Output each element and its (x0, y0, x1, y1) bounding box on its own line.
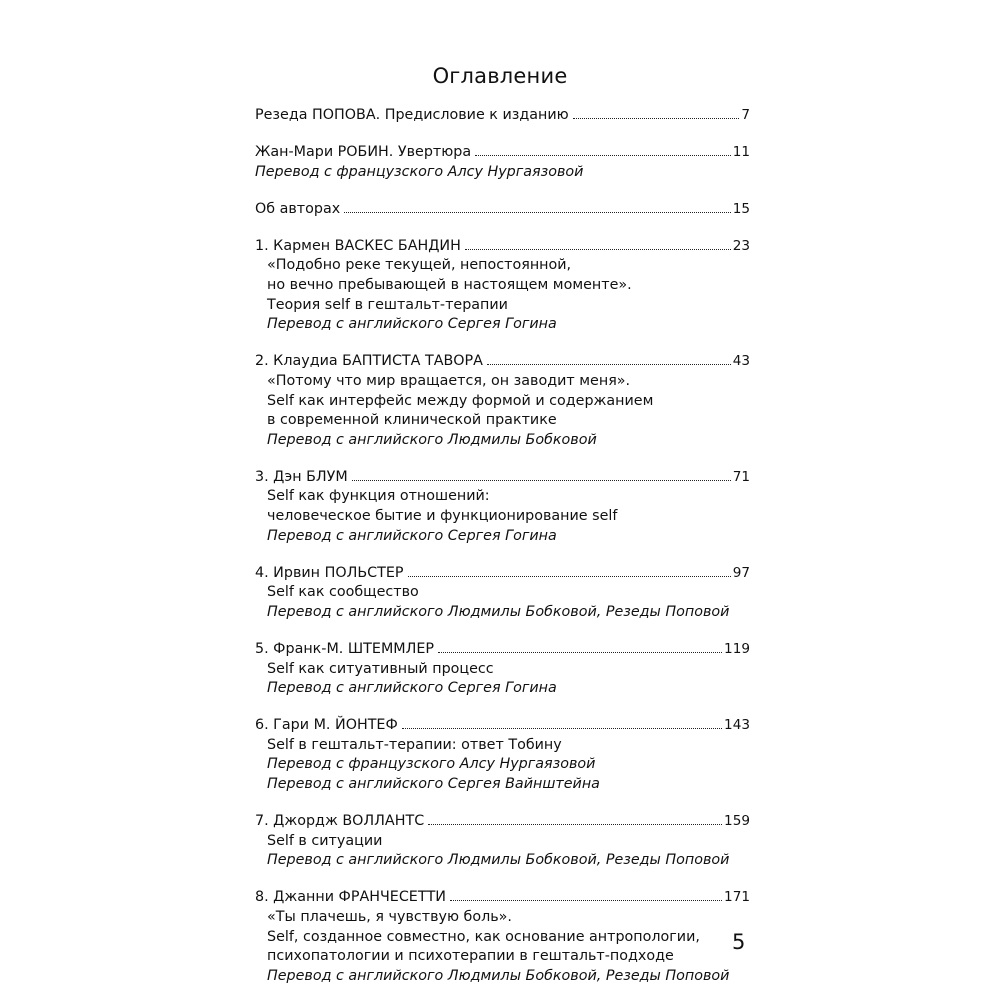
toc-entry-title: 3. Дэн БЛУМ (255, 468, 348, 485)
toc-entry-subtitle: Self в гештальт-терапии: ответ Тобину (267, 736, 562, 753)
toc-entry (255, 888, 750, 986)
toc-entry-translator: Перевод с английского Людмилы Бобковой (267, 431, 597, 448)
toc-entry-page: 119 (724, 640, 750, 657)
page-title: Оглавление (432, 64, 568, 88)
toc-entry (255, 640, 750, 699)
toc-entry-heading (255, 716, 750, 736)
toc-entry-page: 171 (724, 889, 750, 906)
toc-entry-subtitle: психопатологии и психотерапии в гештальт-подходе (267, 948, 674, 965)
dot-leader (344, 212, 731, 213)
toc-entry-subtitle: Self в ситуации (267, 832, 383, 849)
toc-entry-title: Резеда ПОПОВА. Предисловие к изданию (255, 107, 569, 123)
toc-entry-translator: Перевод с французского Алсу Нургаязовой (267, 756, 596, 773)
toc-entry (255, 716, 750, 794)
toc-entry-subtitle: Теория self в гештальт-терапии (267, 296, 508, 313)
dot-leader (438, 652, 722, 653)
toc-entry-heading (255, 352, 750, 372)
toc-entry-title: Жан-Мари РОБИН. Увертюра (255, 144, 472, 161)
toc-entry-heading (255, 564, 750, 584)
toc-entry-page: 11 (732, 144, 750, 161)
toc-entry-title: Об авторах (255, 200, 341, 217)
page-number: 5 (732, 930, 746, 954)
toc-entry-title: 1. Кармен ВАСКЕС БАНДИН (255, 237, 461, 254)
toc-entry-title: 6. Гари М. ЙОНТЕФ (255, 717, 398, 734)
toc-entry-translator: Перевод с английского Сергея Гогина (267, 680, 557, 697)
toc-entry-subtitle: «Подобно реке текущей, непостоянной, (267, 257, 572, 274)
toc-entry-title: 2. Клаудиа БАПТИСТА ТАВОРА (255, 353, 483, 370)
toc-entry-heading (255, 200, 750, 220)
dot-leader (402, 728, 722, 729)
dot-leader (352, 480, 731, 481)
toc-entry-page: 7 (741, 107, 750, 123)
toc-entry (255, 106, 750, 126)
toc-entry-heading (255, 106, 750, 126)
toc-entry-heading (255, 888, 750, 908)
toc-entry-title: 7. Джордж ВОЛЛАНТС (255, 813, 425, 830)
toc-entry-page: 97 (732, 564, 750, 581)
table-of-contents (255, 106, 750, 986)
toc-entry-translator: Перевод с английского Сергея Вайнштейна (267, 776, 600, 793)
dot-leader (450, 900, 722, 901)
toc-entry-subtitle: Self как функция отношений: (267, 488, 490, 505)
toc-entry-page: 15 (732, 200, 750, 217)
toc-entry-subtitle: «Ты плачешь, я чувствую боль». (267, 909, 512, 925)
toc-entry (255, 200, 750, 220)
dot-leader (465, 249, 731, 250)
toc-entry-subtitle: Self как сообщество (267, 584, 419, 601)
toc-entry (255, 564, 750, 623)
toc-entry-heading (255, 468, 750, 488)
toc-entry-subtitle: в современной клинической практике (267, 412, 557, 429)
dot-leader (475, 155, 731, 156)
toc-entry-page: 43 (732, 353, 750, 370)
dot-leader (428, 824, 722, 825)
toc-entry-title: 5. Франк-М. ШТЕММЛЕР (255, 640, 435, 657)
toc-entry-title: 8. Джанни ФРАНЧЕСЕТТИ (255, 889, 446, 906)
toc-entry (255, 352, 750, 450)
toc-entry-subtitle: Self как интерфейс между формой и содержанием (267, 392, 654, 409)
toc-entry-heading (255, 237, 750, 257)
toc-entry-subtitle: «Потому что мир вращается, он заводит меня». (267, 372, 631, 389)
toc-entry-page: 143 (724, 717, 750, 734)
toc-entry (255, 143, 750, 182)
toc-entry (255, 468, 750, 546)
dot-leader (487, 364, 731, 365)
toc-entry-heading (255, 143, 750, 163)
toc-entry-translator: Перевод с английского Людмилы Бобковой, Резеды Поповой (267, 603, 730, 620)
toc-entry-subtitle: человеческое бытие и функционирование self (267, 508, 618, 524)
toc-entry-title: 4. Ирвин ПОЛЬСТЕР (255, 564, 404, 581)
toc-entry (255, 237, 750, 335)
toc-entry-heading (255, 812, 750, 832)
toc-entry-translator: Перевод с английского Сергея Гогина (267, 316, 557, 333)
toc-entry-heading (255, 640, 750, 660)
toc-entry-page: 71 (732, 468, 750, 485)
toc-entry-translator: Перевод с французского Алсу Нургаязовой (255, 163, 584, 180)
toc-entry-subtitle: Self, созданное совместно, как основание антропологии, (267, 928, 700, 945)
toc-entry-translator: Перевод с английского Людмилы Бобковой, Резеды Поповой (267, 852, 730, 869)
toc-entry-page: 23 (732, 237, 750, 254)
toc-entry-subtitle: Self как ситуативный процесс (267, 660, 494, 677)
toc-entry-translator: Перевод с английского Людмилы Бобковой, Резеды Поповой (267, 967, 730, 984)
toc-entry (255, 812, 750, 871)
toc-entry-translator: Перевод с английского Сергея Гогина (267, 527, 557, 544)
toc-entry-page: 159 (724, 813, 750, 830)
dot-leader (408, 576, 731, 577)
toc-entry-subtitle: но вечно пребывающей в настоящем моменте». (267, 277, 632, 294)
dot-leader (573, 118, 740, 119)
